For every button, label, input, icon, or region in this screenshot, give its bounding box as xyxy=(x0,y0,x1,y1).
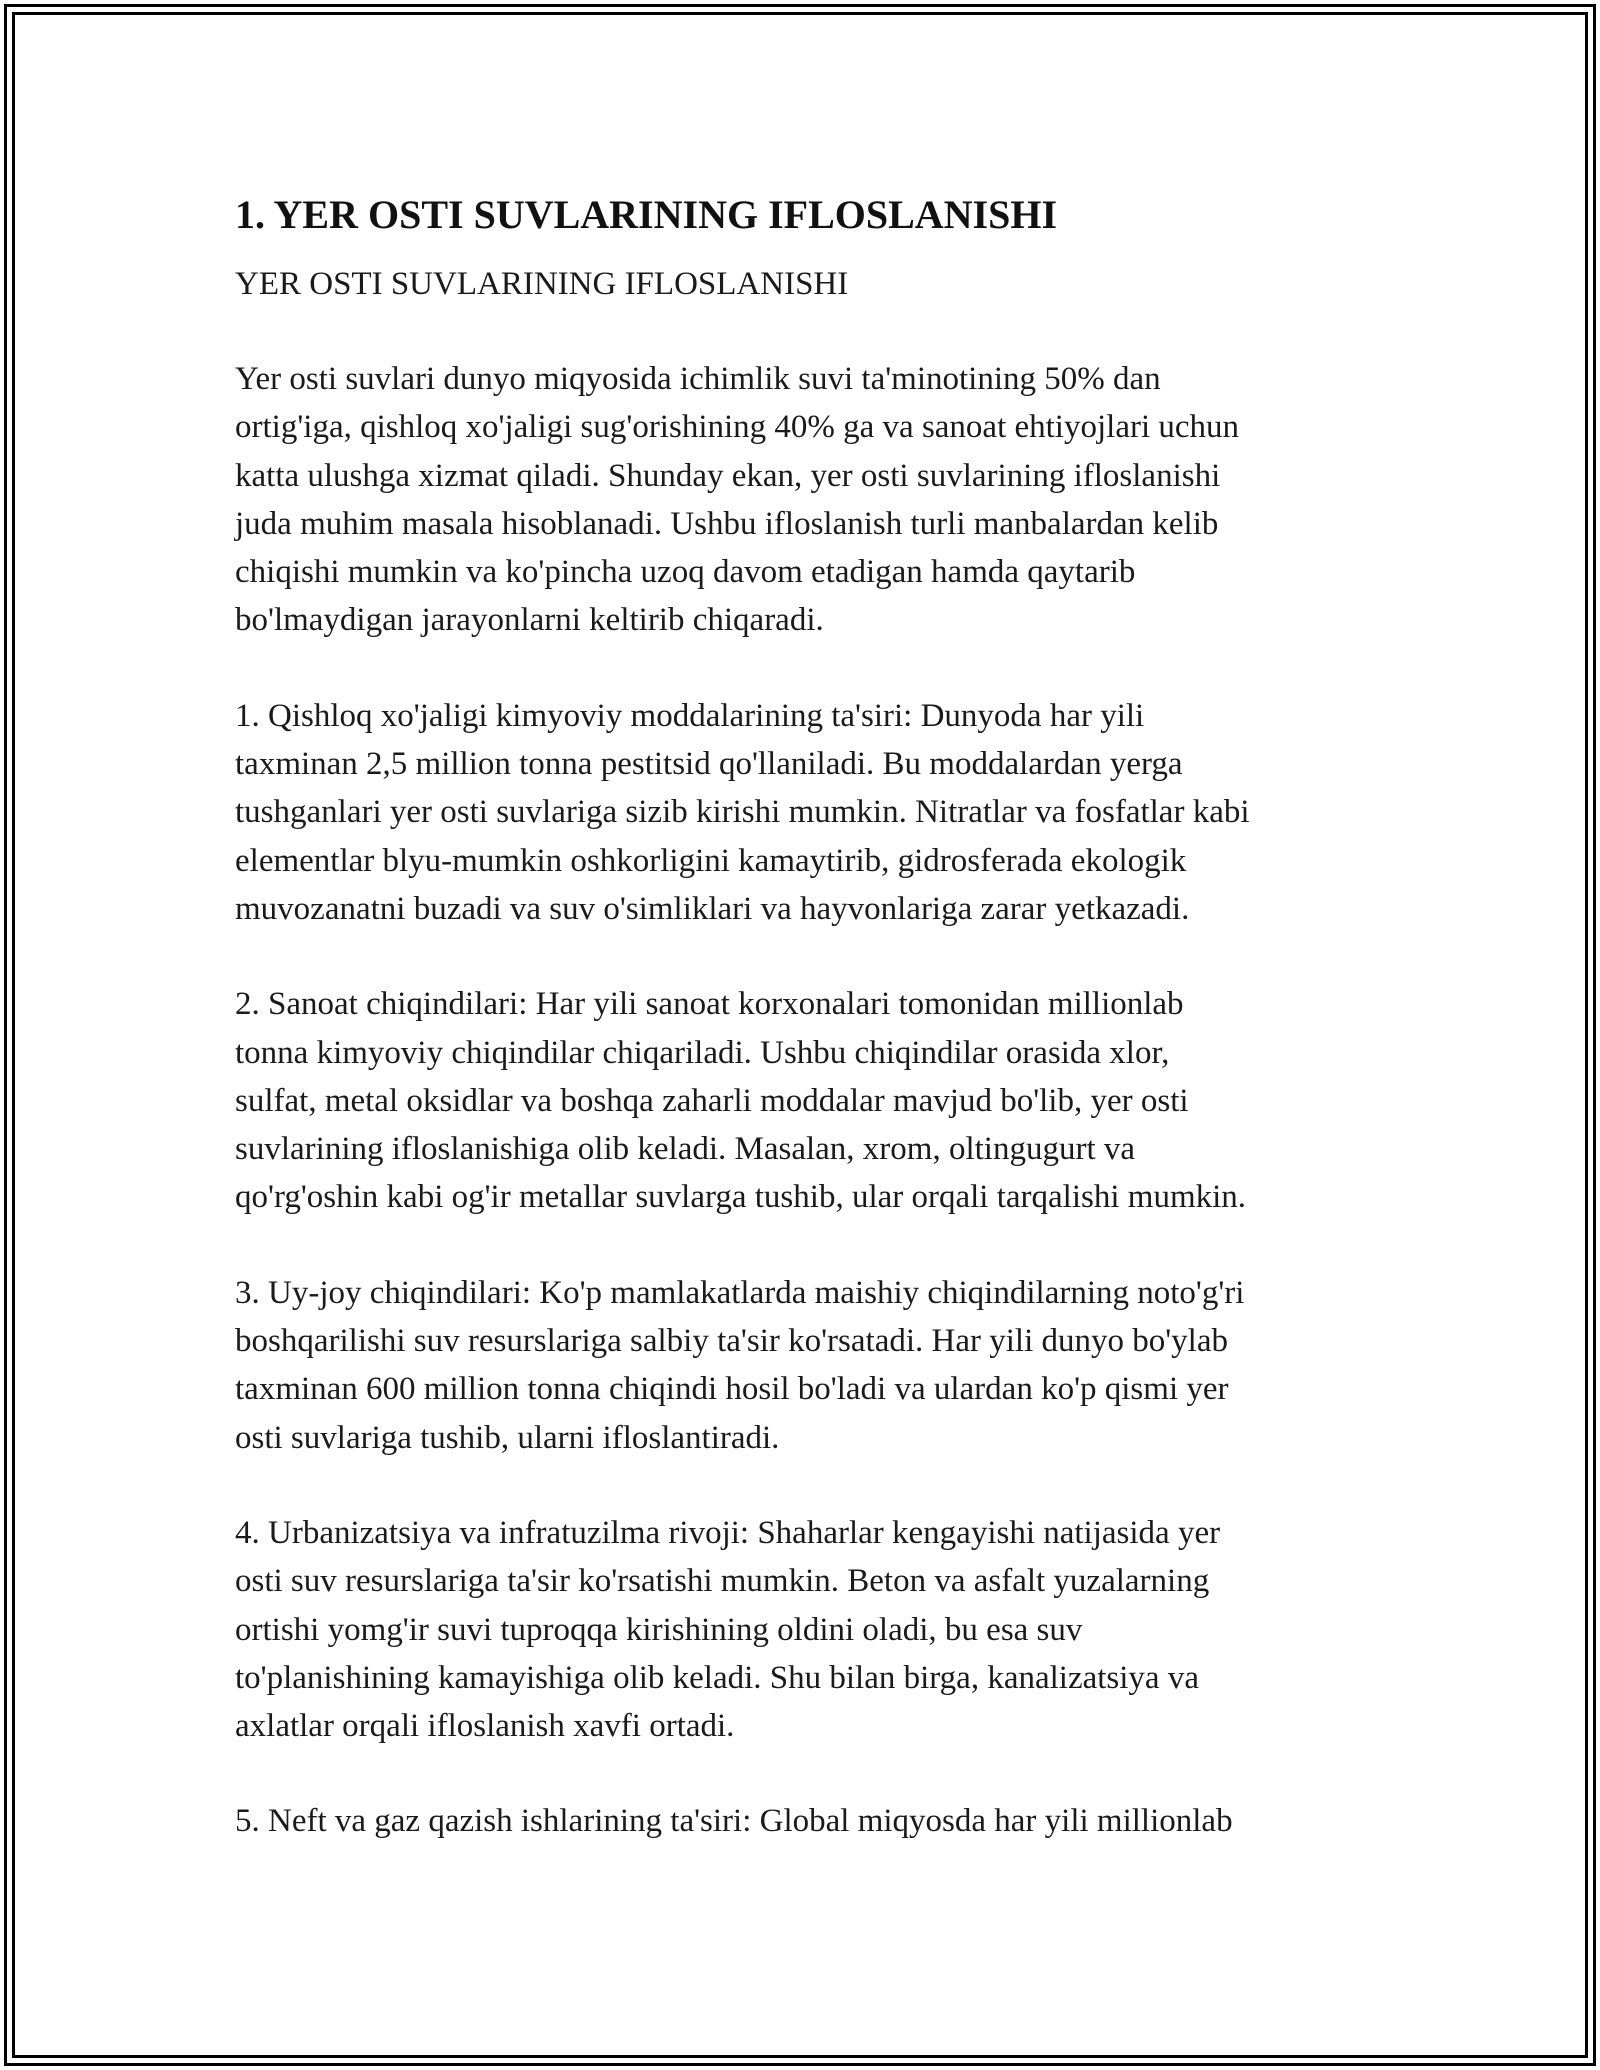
paragraph-line: 2. Sanoat chiqindilari: Har yili sanoat korxonalari tomonidan millionlab xyxy=(235,986,1184,1023)
paragraph-line: qo'rg'oshin kabi og'ir metallar suvlarga tushib, ular orqali tarqalishi mumkin. xyxy=(235,1179,1247,1216)
paragraph xyxy=(235,355,1375,645)
paragraph-line: katta ulushga xizmat qiladi. Shunday ekan, yer osti suvlarining ifloslanishi xyxy=(235,457,1221,494)
paragraph-line: taxminan 600 million tonna chiqindi hosil bo'ladi va ulardan ko'p qismi yer xyxy=(235,1371,1229,1408)
paragraph-line: Yer osti suvlari dunyo miqyosida ichimlik suvi ta'minotining 50% dan xyxy=(235,361,1161,397)
paragraph xyxy=(235,980,1375,1221)
paragraph xyxy=(235,1509,1375,1750)
document-heading: 1. YER OSTI SUVLARINING IFLOSLANISHI xyxy=(235,192,1058,237)
paragraph-line: tonna kimyoviy chiqindilar chiqariladi. Ushbu chiqindilar orasida xlor, xyxy=(235,1034,1170,1071)
paragraph-line: osti suvlariga tushib, ularni ifloslantiradi. xyxy=(235,1419,780,1456)
paragraph-line: 3. Uy-joy chiqindilari: Ko'p mamlakatlarda maishiy chiqindilarning noto'g'ri xyxy=(235,1274,1245,1311)
paragraph-line: boshqarilishi suv resurslariga salbiy ta'sir ko'rsatadi. Har yili dunyo bo'ylab xyxy=(235,1323,1228,1360)
document-subtitle: YER OSTI SUVLARINING IFLOSLANISHI xyxy=(235,266,849,302)
paragraph-line: osti suv resurslariga ta'sir ko'rsatishi mumkin. Beton va asfalt yuzalarning xyxy=(235,1563,1210,1600)
paragraph-line: bo'lmaydigan jarayonlarni keltirib chiqaradi. xyxy=(235,602,824,639)
paragraph-line: to'planishining kamayishiga olib keladi. Shu bilan birga, kanalizatsiya va xyxy=(235,1659,1199,1696)
paragraph xyxy=(235,1269,1375,1462)
paragraph-line: 4. Urbanizatsiya va infratuzilma rivoji: Shaharlar kengayishi natijasida yer xyxy=(235,1514,1221,1551)
paragraphs-container xyxy=(235,355,1375,1846)
paragraph-line: chiqishi mumkin va ko'pincha uzoq davom etadigan hamda qaytarib xyxy=(235,554,1136,591)
paragraph-line: elementlar blyu-mumkin oshkorligini kamaytirib, gidrosferada ekologik xyxy=(235,842,1187,879)
paragraph xyxy=(235,1797,1375,1845)
paragraph-line: taxminan 2,5 million tonna pestitsid qo'llaniladi. Bu moddalardan yerga xyxy=(235,746,1183,783)
document-body xyxy=(235,185,1375,1846)
paragraph-line: axlatlar orqali ifloslanish xavfi ortadi. xyxy=(235,1708,735,1745)
paragraph-line: juda muhim masala hisoblanadi. Ushbu ifloslanish turli manbalardan kelib xyxy=(235,505,1219,542)
paragraph-line: tushganlari yer osti suvlariga sizib kirishi mumkin. Nitratlar va fosfatlar kabi xyxy=(235,794,1250,831)
paragraph-line: 1. Qishloq xo'jaligi kimyoviy moddalarining ta'siri: Dunyoda har yili xyxy=(235,697,1145,734)
paragraph-line: 5. Neft va gaz qazish ishlarining ta'siri: Global miqyosda har yili millionlab xyxy=(235,1803,1233,1840)
paragraph xyxy=(235,692,1375,933)
paragraph-line: ortig'iga, qishloq xo'jaligi sug'orishining 40% ga va sanoat ehtiyojlari uchun xyxy=(235,409,1240,446)
paragraph-line: sulfat, metal oksidlar va boshqa zaharli moddalar mavjud bo'lib, yer osti xyxy=(235,1082,1189,1119)
paragraph-line: suvlarining ifloslanishiga olib keladi. Masalan, xrom, oltingugurt va xyxy=(235,1131,1136,1168)
paragraph-line: ortishi yomg'ir suvi tuproqqa kirishining oldini oladi, bu esa suv xyxy=(235,1611,1083,1648)
paragraph-line: muvozanatni buzadi va suv o'simliklari va hayvonlariga zarar yetkazadi. xyxy=(235,890,1190,927)
